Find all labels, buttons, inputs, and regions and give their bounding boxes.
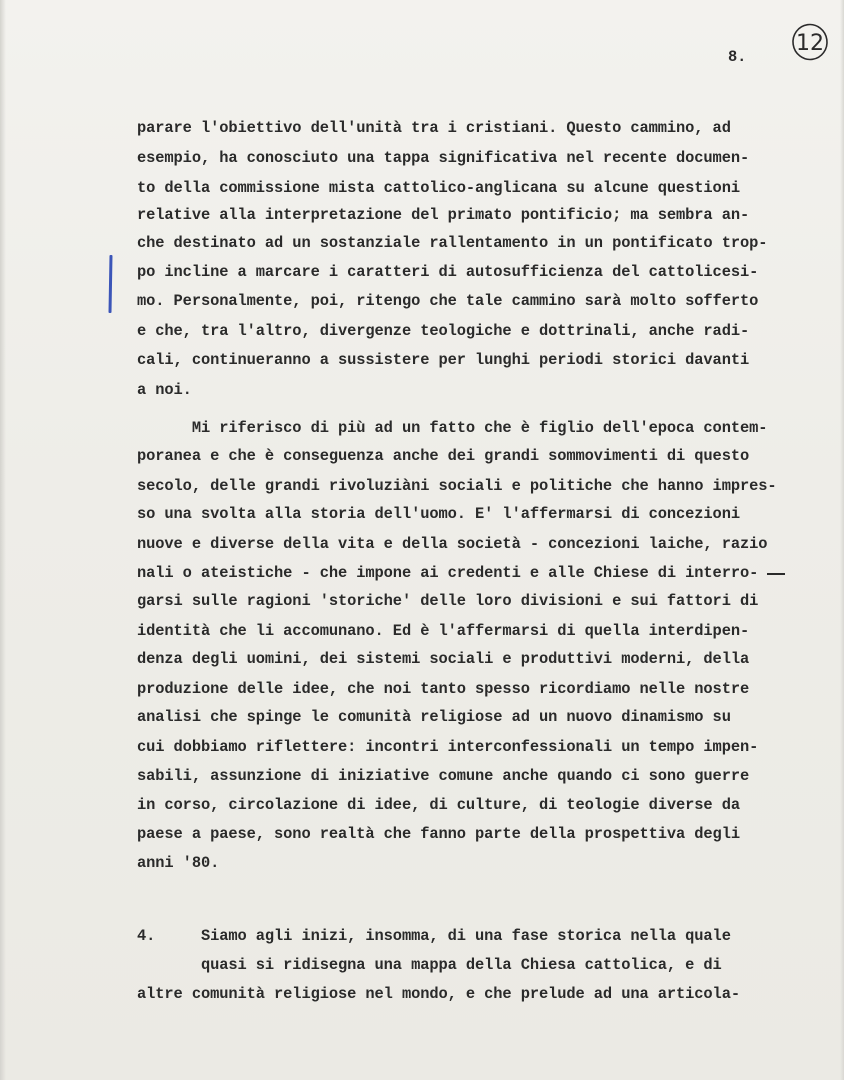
text-line: e che, tra l'altro, divergenze teologiche e dottrinali, anche radi- xyxy=(137,322,750,340)
page-edge-shadow-left xyxy=(0,0,6,1080)
text-line: relative alla interpretazione del primato pontificio; ma sembra an- xyxy=(137,206,750,224)
text-line: to della commissione mista cattolico-anglicana su alcune questioni xyxy=(137,179,740,197)
text-line: cui dobbiamo riflettere: incontri interconfessionali un tempo impen- xyxy=(137,738,759,756)
text-line: po incline a marcare i caratteri di autosufficienza del cattolicesi- xyxy=(137,263,759,281)
text-line: identità che li accomunano. Ed è l'affermarsi di quella interdipen- xyxy=(137,622,750,640)
text-line: Mi riferisco di più ad un fatto che è figlio dell'epoca contem- xyxy=(137,419,768,437)
text-line: sabili, assunzione di iniziative comune anche quando ci sono guerre xyxy=(137,767,750,785)
text-line: mo. Personalmente, poi, ritengo che tale cammino sarà molto sofferto xyxy=(137,292,759,310)
text-line: denza degli uomini, dei sistemi sociali e produttivi moderni, della xyxy=(137,650,750,668)
page-number: 8. xyxy=(728,48,747,66)
pen-underline-mark xyxy=(767,573,785,575)
text-line: analisi che spinge le comunità religiose ad un nuovo dinamismo su xyxy=(137,708,731,726)
text-line: nuove e diverse della vita e della società - concezioni laiche, razio xyxy=(137,535,768,553)
text-line: produzione delle idee, che noi tanto spesso ricordiamo nelle nostre xyxy=(137,680,750,698)
text-line: nali o ateistiche - che impone ai credenti e alle Chiese di interro- xyxy=(137,564,759,582)
text-line: anni '80. xyxy=(137,854,220,872)
text-line: secolo, delle grandi rivoluziàni sociali e politiche che hanno impres- xyxy=(137,477,777,495)
text-line: a noi. xyxy=(137,381,192,399)
text-line: 4. Siamo agli inizi, insomma, di una fase storica nella quale xyxy=(137,927,731,945)
text-line: parare l'obiettivo dell'unità tra i cristiani. Questo cammino, ad xyxy=(137,119,731,137)
text-line: in corso, circolazione di idee, di culture, di teologie diverse da xyxy=(137,796,740,814)
folio-number-stamp xyxy=(790,22,830,62)
text-line: so una svolta alla storia dell'uomo. E' l'affermarsi di concezioni xyxy=(137,505,740,523)
text-line: garsi sulle ragioni 'storiche' delle loro divisioni e sui fattori di xyxy=(137,592,759,610)
folio-number: 12 xyxy=(796,31,824,56)
text-line: paese a paese, sono realtà che fanno parte della prospettiva degli xyxy=(137,825,740,843)
text-line: altre comunità religiose nel mondo, e che prelude ad una articola- xyxy=(137,985,740,1003)
margin-pen-mark xyxy=(108,255,112,313)
text-line: quasi si ridisegna una mappa della Chiesa cattolica, e di xyxy=(137,956,722,974)
text-line: che destinato ad un sostanziale rallentamento in un pontificato trop- xyxy=(137,234,768,252)
page-edge-shadow-right xyxy=(840,0,844,1080)
text-line: poranea e che è conseguenza anche dei grandi sommovimenti di questo xyxy=(137,447,750,465)
text-line: cali, continueranno a sussistere per lunghi periodi storici davanti xyxy=(137,351,750,369)
text-line: esempio, ha conosciuto una tappa significativa nel recente documen- xyxy=(137,149,750,167)
